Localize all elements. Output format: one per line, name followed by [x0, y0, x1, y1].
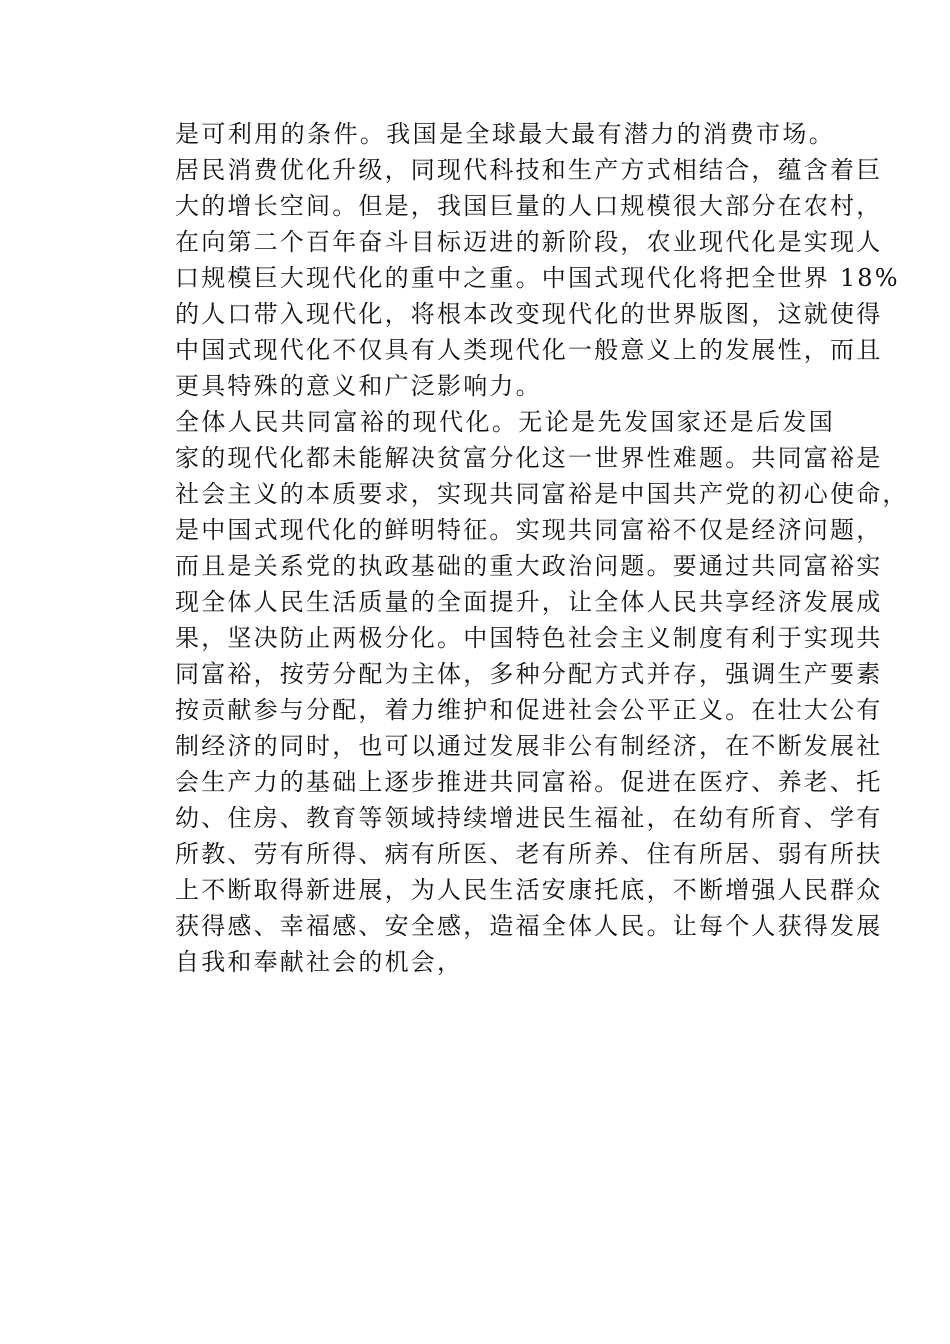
text-line: 口规模巨大现代化的重中之重。中国式现代化将把全世界 18%: [175, 264, 900, 292]
text-line: 幼、住房、教育等领域持续增进民生福祉，在幼有所育、学有: [175, 804, 883, 832]
text-line: 中国式现代化不仅具有人类现代化一般意义上的发展性，而且: [175, 336, 883, 364]
text-line: 是可利用的条件。我国是全球最大最有潜力的消费市场。: [175, 120, 835, 148]
text-line: 居民消费优化升级，同现代科技和生产方式相结合，蕴含着巨: [175, 156, 883, 184]
text-line: 自我和奉献社会的机会，: [175, 948, 464, 976]
text-line: 上不断取得新进展，为人民生活安康托底，不断增强人民群众: [175, 876, 883, 904]
text-line: 在向第二个百年奋斗目标迈进的新阶段，农业现代化是实现人: [175, 228, 883, 256]
text-line: 会生产力的基础上逐步推进共同富裕。促进在医疗、养老、托: [175, 768, 883, 796]
text-line: 按贡献参与分配，着力维护和促进社会公平正义。在壮大公有: [175, 696, 883, 724]
text-line: 现全体人民生活质量的全面提升，让全体人民共享经济发展成: [175, 588, 883, 616]
text-line: 更具特殊的意义和广泛影响力。: [175, 372, 542, 400]
text-line: 家的现代化都未能解决贫富分化这一世界性难题。共同富裕是: [175, 444, 883, 472]
text-line: 同富裕，按劳分配为主体，多种分配方式并存，强调生产要素: [175, 660, 883, 688]
paragraph-2: [123, 404, 909, 980]
text-line: 而且是关系党的执政基础的重大政治问题。要通过共同富裕实: [175, 552, 883, 580]
text-line: 果，坚决防止两极分化。中国特色社会主义制度有利于实现共: [175, 624, 883, 652]
text-line: 全体人民共同富裕的现代化。无论是先发国家还是后发国: [175, 408, 835, 436]
paragraph-1: [123, 116, 900, 404]
document-body: [123, 116, 909, 980]
text-line: 获得感、幸福感、安全感，造福全体人民。让每个人获得发展: [175, 912, 883, 940]
text-line: 大的增长空间。但是，我国巨量的人口规模很大部分在农村，: [175, 192, 883, 220]
text-line: 所教、劳有所得、病有所医、老有所养、住有所居、弱有所扶: [175, 840, 883, 868]
text-line: 制经济的同时，也可以通过发展非公有制经济，在不断发展社: [175, 732, 883, 760]
text-line: 社会主义的本质要求，实现共同富裕是中国共产党的初心使命，: [175, 480, 909, 508]
text-line: 是中国式现代化的鲜明特征。实现共同富裕不仅是经济问题，: [175, 516, 883, 544]
text-line: 的人口带入现代化，将根本改变现代化的世界版图，这就使得: [175, 300, 883, 328]
